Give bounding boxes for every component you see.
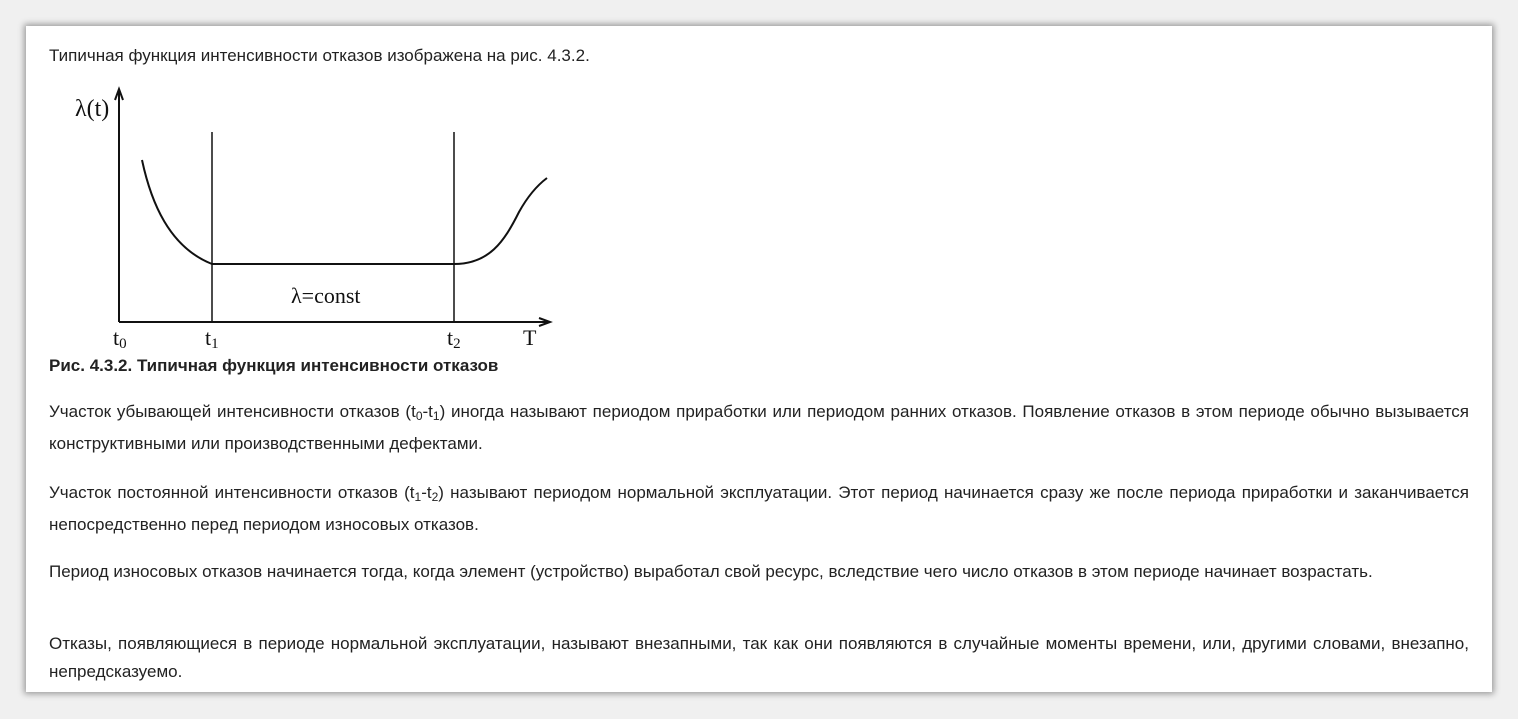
paragraph-normal-operation: Участок постоянной интенсивности отказов $(t_1-t_2)$ называют периодом нормальной эксплуатации. Этот период начинается сразу же после периода приработки и заканчивается непосредственно перед периодом износовых отказов. <box>49 483 1469 534</box>
intro-text: Типичная функция интенсивности отказов изображена на рис. 4.3.2. <box>49 46 590 65</box>
figure-caption: Рис. 4.3.2. Типичная функция интенсивности отказов <box>49 356 499 375</box>
const-label: λ=const <box>291 283 361 308</box>
paragraph-burn-in: Участок убывающей интенсивности отказов $(t_0-t_1)$ иногда называют периодом приработки или периодом ранних отказов. Появление отказов в этом периоде обычно вызывается конструктивными или производственными дефектами. <box>49 402 1470 453</box>
tick-label-t2: t2 <box>447 325 461 352</box>
failure-rate-curve <box>142 160 547 264</box>
tick-label-t0: t0 <box>113 325 127 352</box>
figure-svg <box>49 82 569 352</box>
document-page <box>26 26 1492 692</box>
paragraph-sudden-failures: Отказы, появляющиеся в периоде нормальной эксплуатации, называют внезапными, так как они появляются в случайные моменты времени, или, другими словами, внезапно, непредсказуемо. <box>49 634 1469 681</box>
tick-label-t1: t1 <box>205 325 219 352</box>
x-axis-label: T <box>523 325 537 350</box>
y-axis-label: λ(t) <box>75 96 110 122</box>
failure-rate-figure <box>49 82 569 352</box>
paragraph-wear-out: Период износовых отказов начинается тогда, когда элемент (устройство) выработал свой ресурс, вследствие чего число отказов в этом периоде начинает возрастать. <box>49 562 1373 581</box>
